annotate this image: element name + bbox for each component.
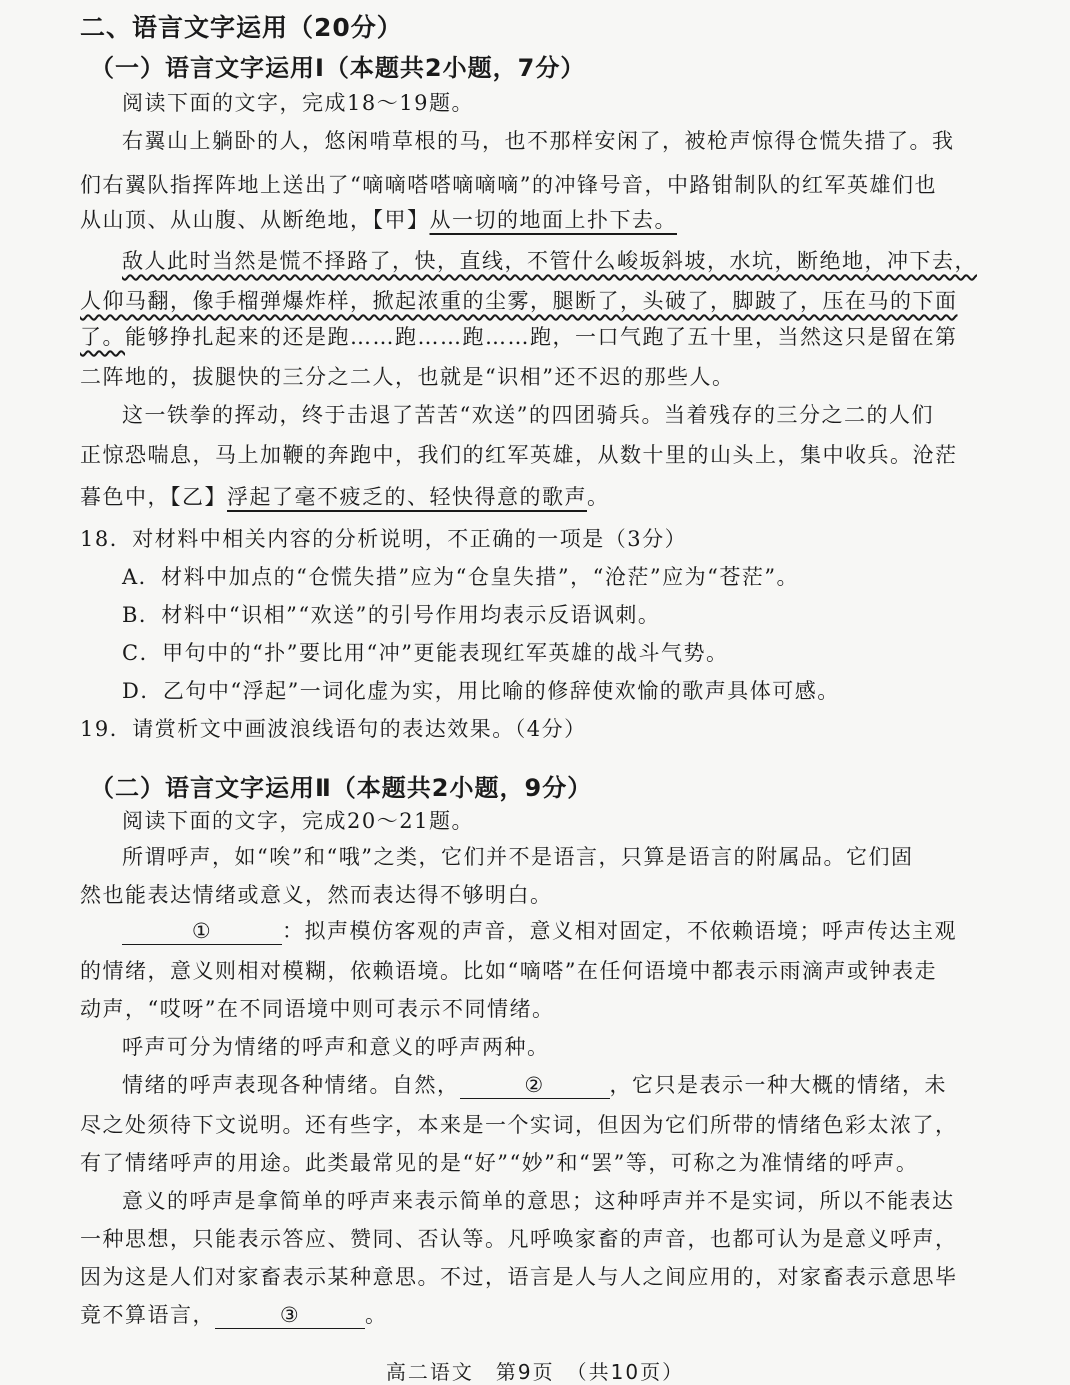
passage7-line xyxy=(122,1070,1002,1100)
passage4-line: 然也能表达情绪或意义，然而表达得不够明白。 xyxy=(80,883,553,907)
blank-2: ② xyxy=(460,1072,610,1099)
passage2-line: 二阵地的，拔腿快的三分之二人，也就是“识相”还不迟的那些人。 xyxy=(80,365,735,389)
blank-3: ③ xyxy=(215,1302,365,1329)
text-span: 能够挣扎起来的还是跑……跑……跑……跑，一口气跑了五十里，当然这只是留在第 xyxy=(125,325,958,349)
part2-title: （二）语言文字运用Ⅱ（本题共2小题，9分） xyxy=(90,774,593,802)
part2-instruction: 阅读下面的文字，完成20～21题。 xyxy=(122,809,474,833)
text-span: 暮色中，【乙】 xyxy=(80,485,227,509)
passage3-line xyxy=(80,482,960,512)
q18-option-b: B．材料中“识相”“欢送”的引号作用均表示反语讽刺。 xyxy=(122,603,661,627)
question-18: 18．对材料中相关内容的分析说明，不正确的一项是（3分） xyxy=(80,527,688,551)
passage7-line: 尽之处须待下文说明。还有些字，本来是一个实词，但因为它们所带的情绪色彩太浓了， xyxy=(80,1113,958,1137)
q18-option-a: A．材料中加点的“仓慌失措”应为“仓皇失措”，“沧茫”应为“苍茫”。 xyxy=(122,565,800,589)
passage5-line xyxy=(122,916,1002,946)
wavy-sentence: 人仰马翻，像手榴弹爆炸样，掀起浓重的尘雾，腿断了，头破了，脚跛了，压在马的下面 xyxy=(80,289,958,313)
passage3-line: 正惊恐喘息，马上加鞭的奔跑中，我们的红军英雄，从数十里的山头上，集中收兵。沧茫 xyxy=(80,443,958,467)
passage2-line xyxy=(80,322,960,352)
text-span: 竟不算语言， xyxy=(80,1303,215,1327)
passage5-line: 的情绪，意义则相对模糊，依赖语境。比如“嘀嗒”在任何语境中都表示雨滴声或钟表走 xyxy=(80,959,937,983)
part1-instruction: 阅读下面的文字，完成18～19题。 xyxy=(122,91,474,115)
part1-title: （一）语言文字运用Ⅰ（本题共2小题，7分） xyxy=(90,54,586,82)
passage2-line xyxy=(80,286,960,316)
text-span: ：拟声模仿客观的声音，意义相对固定，不依赖语境；呼声传达主观 xyxy=(282,919,957,943)
text-span: 。 xyxy=(587,485,610,509)
wavy-sentence: 了。 xyxy=(80,325,125,349)
passage2-line xyxy=(122,246,1002,276)
passage8-line xyxy=(80,1300,960,1330)
question-19: 19．请赏析文中画波浪线语句的表达效果。（4分） xyxy=(80,717,587,741)
section-title: 二、语言文字运用（20分） xyxy=(80,13,403,42)
passage6-line: 呼声可分为情绪的呼声和意义的呼声两种。 xyxy=(122,1035,550,1059)
text-span: 从山顶、从山腹、从断绝地，【甲】 xyxy=(80,208,430,232)
text-span: ，它只是表示一种大概的情绪，未 xyxy=(609,1073,947,1097)
blank-1: ① xyxy=(122,918,282,945)
passage1-line xyxy=(80,205,960,235)
passage5-line: 动声，“哎呀”在不同语境中则可表示不同情绪。 xyxy=(80,997,555,1021)
passage3-line: 这一铁拳的挥动，终于击退了苦苦“欢送”的四团骑兵。当着残存的三分之二的人们 xyxy=(122,403,934,427)
q18-option-d: D．乙句中“浮起”一词化虚为实，用比喻的修辞使欢愉的歌声具体可感。 xyxy=(122,679,840,703)
sentence-yi: 浮起了毫不疲乏的、轻快得意的歌声 xyxy=(227,485,587,509)
wavy-sentence: 敌人此时当然是慌不择路了，快，直线，不管什么峻坂斜坡，水坑，断绝地，冲下去， xyxy=(122,249,977,273)
passage7-line: 有了情绪呼声的用途。此类最常见的是“好”“妙”和“罢”等，可称之为准情绪的呼声。 xyxy=(80,1151,919,1175)
text-span: 。 xyxy=(365,1303,388,1327)
passage4-line: 所谓呼声，如“唉”和“哦”之类，它们并不是语言，只算是语言的附属品。它们固 xyxy=(122,845,914,869)
q18-option-c: C．甲句中的“扑”要比用“冲”更能表现红军英雄的战斗气势。 xyxy=(122,641,729,665)
page-footer: 高二语文 第9页 （共10页） xyxy=(385,1360,685,1384)
sentence-jia: 从一切的地面上扑下去。 xyxy=(429,208,677,232)
passage8-line: 因为这是人们对家畜表示某种意思。不过，语言是人与人之间应用的，对家畜表示意思毕 xyxy=(80,1265,958,1289)
passage1-line: 们右翼队指挥阵地上送出了“嘀嘀嗒嗒嘀嘀嘀”的冲锋号音，中路钳制队的红军英雄们也 xyxy=(80,173,937,197)
passage8-line: 意义的呼声是拿简单的呼声来表示简单的意思；这种呼声并不是实词，所以不能表达 xyxy=(122,1189,955,1213)
passage8-line: 一种思想，只能表示答应、赞同、否认等。凡呼唤家畜的声音，也都可认为是意义呼声， xyxy=(80,1227,958,1251)
text-span: 情绪的呼声表现各种情绪。自然， xyxy=(122,1073,460,1097)
passage1-line: 右翼山上躺卧的人，悠闲啃草根的马，也不那样安闲了，被枪声惊得仓慌失措了。我 xyxy=(122,129,955,153)
